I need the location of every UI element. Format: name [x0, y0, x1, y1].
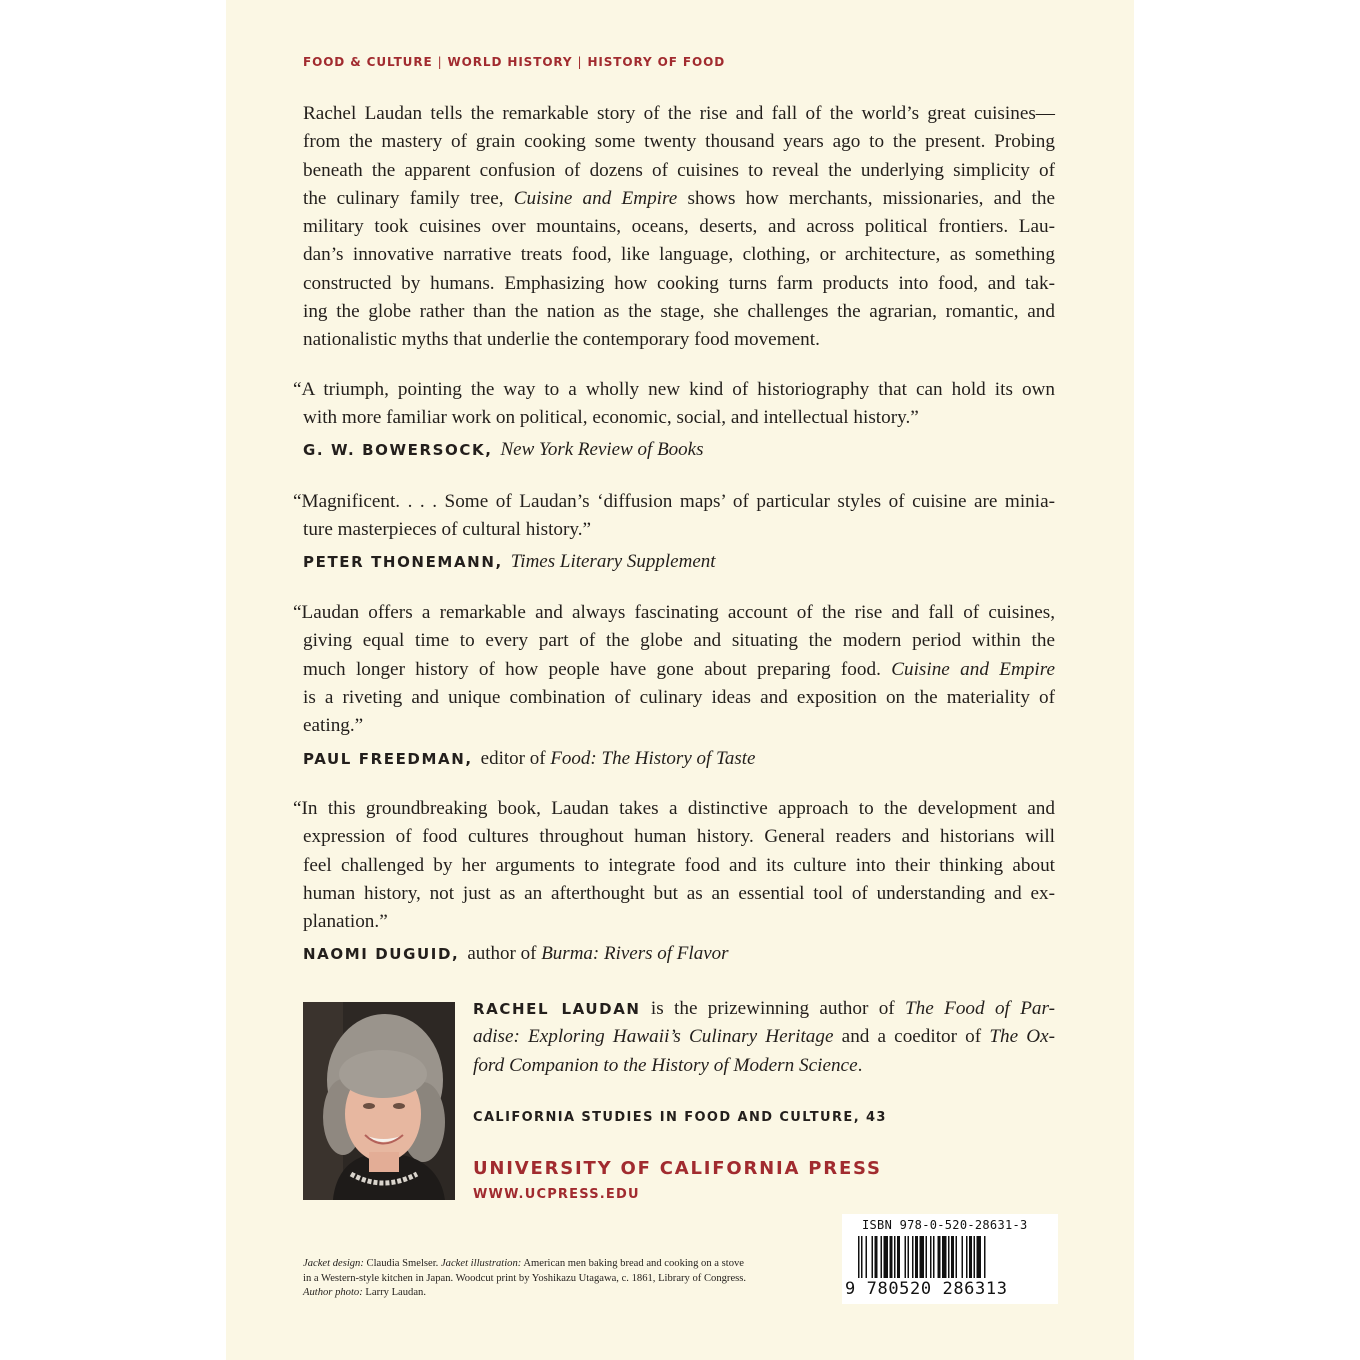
barcode-bar	[861, 1236, 863, 1278]
blurb-line: ture masterpieces of cultural history.”	[303, 519, 592, 541]
barcode-bar	[908, 1236, 910, 1278]
barcode-bar	[884, 1236, 889, 1278]
barcode-bar	[930, 1236, 932, 1278]
barcode-bar	[890, 1236, 893, 1278]
author-name: RACHEL LAUDAN	[473, 1000, 641, 1018]
barcode-bar	[920, 1236, 925, 1278]
author-photo	[303, 1002, 455, 1200]
category-labels	[303, 55, 725, 69]
description-line: the culinary family tree, Cuisine and Empire shows how merchants, missionaries, and the	[303, 187, 1055, 209]
description-line: from the mastery of grain cooking some twenty thousand years ago to the present. Probing	[303, 131, 1055, 153]
blurb-line: “A triumph, pointing the way to a wholly new kind of historiography that can hold its own	[293, 379, 1055, 400]
book-title-italic: Cuisine and Empire	[891, 658, 1055, 680]
publisher-name: UNIVERSITY OF CALIFORNIA PRESS	[473, 1158, 882, 1179]
description-line: dan’s innovative narrative treats food, like language, clothing, or architecture, as something	[303, 244, 1055, 266]
credits-line: Jacket design: Claudia Smelser. Jacket illustration: American men baking bread and cooking on a stove	[303, 1258, 745, 1269]
barcode-bar	[942, 1236, 947, 1278]
description-line: nationalistic myths that underlie the contemporary food movement.	[303, 329, 820, 351]
description-line: military took cuisines over mountains, oceans, deserts, and across political frontiers. Lau-	[303, 216, 1055, 238]
category-separator: |	[577, 55, 583, 69]
blurb-line: much longer history of how people have gone about preparing food. Cuisine and Empire	[303, 658, 1055, 680]
description-line: ing the globe rather than the nation as the stage, she challenges the agrarian, romantic, and	[303, 301, 1055, 323]
credits-line: Author photo: Larry Laudan.	[303, 1287, 426, 1298]
barcode-bar	[977, 1236, 982, 1278]
blurb-line: human history, not just as an afterthought but as an essential tool of understanding and ex-	[303, 882, 1055, 904]
book-title-italic: Cuisine and Empire	[513, 187, 678, 209]
description-line: Rachel Laudan tells the remarkable story of the rise and fall of the world’s great cuisines—	[303, 103, 1055, 124]
blurb-line: is a riveting and unique combination of culinary ideas and exposition on the materiality of	[303, 686, 1055, 708]
jacket-credits	[303, 1257, 803, 1301]
blurb-attribution	[303, 439, 704, 461]
barcode-bar	[938, 1236, 941, 1278]
barcode-digits: 9 780520 286313	[845, 1279, 1008, 1299]
credits-line: in a Western-style kitchen in Japan. Woodcut print by Yoshikazu Utagawa, c. 1861, Library of Congress.	[303, 1272, 747, 1284]
series-label: CALIFORNIA STUDIES IN FOOD AND CULTURE, 43	[473, 1110, 887, 1125]
reviewer-name: G. W. BOWERSOCK,	[303, 441, 493, 459]
blurb-attribution	[303, 943, 729, 965]
review-source: Burma: Rivers of Flavor	[541, 943, 729, 964]
barcode-bar	[948, 1236, 950, 1278]
reviewer-role: author of	[467, 943, 537, 964]
blurb-attribution	[303, 748, 755, 770]
barcode-bar	[872, 1236, 874, 1278]
category-history-of-food: HISTORY OF FOOD	[587, 55, 726, 69]
barcode-bar	[915, 1236, 918, 1278]
blurb-line: with more familiar work on political, economic, social, and intellectual history.”	[303, 407, 919, 429]
category-separator: |	[437, 55, 443, 69]
barcode-bar	[875, 1236, 878, 1278]
blurb-line: “Laudan offers a remarkable and always fascinating account of the rise and fall of cuisines,	[293, 602, 1055, 623]
barcode-bar	[956, 1236, 958, 1278]
isbn-label: ISBN 978-0-520-28631-3	[862, 1218, 1028, 1232]
review-source: Food: The History of Taste	[550, 748, 756, 769]
description-line: constructed by humans. Emphasizing how cooking turns farm products into food, and tak-	[303, 272, 1055, 294]
blurb-thonemann	[293, 488, 1055, 545]
review-source: Times Literary Supplement	[510, 551, 716, 572]
barcode-bar	[951, 1236, 954, 1278]
publisher-website: WWW.UCPRESS.EDU	[473, 1187, 640, 1202]
barcode-bar	[897, 1236, 900, 1278]
reviewer-name: PETER THONEMANN,	[303, 553, 503, 571]
barcode-bar	[858, 1236, 860, 1278]
barcode-bar	[905, 1236, 907, 1278]
blurb-duguid	[293, 795, 1055, 936]
barcode-bar	[894, 1236, 896, 1278]
blurb-line: “Magnificent. . . . Some of Laudan’s ‘diffusion maps’ of particular styles of cuisine are minia-	[293, 491, 1055, 512]
reviewer-name: PAUL FREEDMAN,	[303, 750, 473, 768]
barcode-bar	[912, 1236, 914, 1278]
description-line: beneath the apparent confusion of dozens of cuisines to reveal the underlying simplicity of	[303, 159, 1055, 181]
author-portrait-illustration	[303, 1002, 455, 1200]
blurb-bowersock	[293, 376, 1055, 433]
blurb-attribution	[303, 551, 716, 573]
barcode-bar	[966, 1236, 968, 1278]
bio-line: ford Companion to the History of Modern Science.	[473, 1054, 863, 1076]
barcode-bar	[933, 1236, 935, 1278]
bio-line: adise: Exploring Hawaii’s Culinary Heritage and a coeditor of The Ox-	[473, 1026, 1055, 1048]
book-description	[303, 100, 1055, 355]
category-world-history: WORLD HISTORY	[447, 55, 573, 69]
barcode-bar	[969, 1236, 972, 1278]
category-food-culture: FOOD & CULTURE	[303, 55, 433, 69]
reviewer-role: editor of	[480, 748, 546, 769]
barcode-bar	[926, 1236, 928, 1278]
reviewer-name: NAOMI DUGUID,	[303, 945, 460, 963]
author-bio	[473, 995, 1055, 1080]
barcode-bar	[866, 1236, 868, 1278]
review-source: New York Review of Books	[500, 439, 704, 460]
barcode-bar	[974, 1236, 976, 1278]
barcode-bar	[984, 1236, 986, 1278]
blurb-line: “In this groundbreaking book, Laudan takes a distinctive approach to the development and	[293, 798, 1055, 819]
barcode-bar	[881, 1236, 883, 1278]
blurb-line: feel challenged by her arguments to integrate food and its culture into their thinking about	[303, 854, 1055, 876]
blurb-line: expression of food cultures throughout human history. General readers and historians will	[303, 826, 1055, 848]
blurb-line: giving equal time to every part of the globe and situating the modern period within the	[303, 630, 1055, 652]
blurb-line: eating.”	[303, 715, 364, 737]
blurb-freedman	[293, 599, 1055, 740]
blurb-line: planation.”	[303, 911, 388, 933]
barcode-bar	[962, 1236, 964, 1278]
bio-line: RACHEL LAUDAN is the prizewinning author of The Food of Par-	[473, 998, 1055, 1019]
